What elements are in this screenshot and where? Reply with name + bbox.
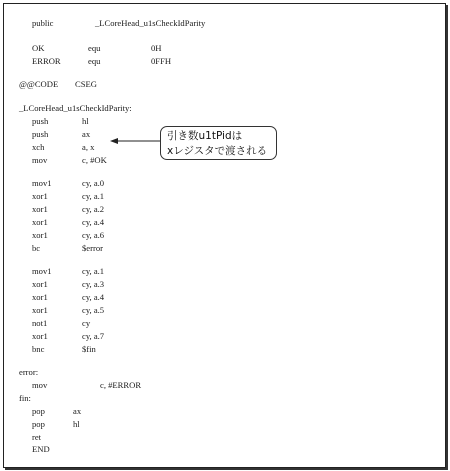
code-line-arg: c, #OK [82,155,107,165]
code-line-arg: cy, a.2 [82,204,105,214]
code-line-op: pop [32,406,45,416]
code-line-label: error: [19,367,39,377]
code-line-arg: a, x [82,142,95,152]
code-line-arg: cy, a.6 [82,230,105,240]
code-line-arg: hl [82,116,89,126]
code-line-op: mov1 [32,266,52,276]
code-line-op: xor1 [32,230,48,240]
code-line-label: OK [32,43,45,53]
code-line-op: xch [32,142,45,152]
code-line-op: pop [32,419,45,429]
code-line-op: xor1 [32,217,48,227]
code-line-op: push [32,116,49,126]
code-line-op: bc [32,243,41,253]
code-line-arg: cy, a.5 [82,305,105,315]
code-line-arg: cy, a.0 [82,178,105,188]
code-listing [4,4,445,467]
code-line-op: xor1 [32,204,48,214]
code-line-arg: ax [73,406,82,416]
code-line-op: mov1 [32,178,52,188]
code-line-directive: equ [88,43,101,53]
code-line-end: END [32,444,50,454]
code-line-op: mov [32,155,48,165]
code-line-op: push [32,129,49,139]
code-line-arg: cy, a.4 [82,217,105,227]
code-line-label: ERROR [32,56,61,66]
code-line-value: 0H [151,43,162,53]
code-line-arg: $error [82,243,103,253]
code-line-op: xor1 [32,191,48,201]
code-line-arg: ax [82,129,91,139]
code-line-op: ret [32,432,42,442]
code-line-label: fin: [19,393,31,403]
callout-note [160,126,277,160]
code-listing-frame [3,3,446,468]
code-line-value: 0FFH [151,56,172,66]
code-line-arg: c, #ERROR [100,380,142,390]
code-line-op: xor1 [32,305,48,315]
code-line-arg: cy, a.7 [82,331,105,341]
code-line-op: xor1 [32,292,48,302]
code-line-segment: @@CODE [19,79,59,89]
code-line-arg: cy, a.4 [82,292,105,302]
code-line-arg: cy [82,318,91,328]
code-line-op: not1 [32,318,48,328]
code-line-directive: equ [88,56,101,66]
callout-line-2: xレジスタで渡される [167,145,268,157]
code-line-arg: cy, a.1 [82,266,105,276]
code-line-function-label: _LCoreHead_u1sCheckIdParity: [19,103,132,113]
code-line-arg: $fin [82,344,96,354]
code-line-symbol: _LCoreHead_u1sCheckIdParity [95,18,206,28]
code-line-arg: hl [73,419,80,429]
callout-line-1: 引き数u1tPidは [167,130,243,142]
code-line-op: bnc [32,344,45,354]
code-line-arg: cy, a.1 [82,191,105,201]
code-line-op: mov [32,380,48,390]
code-line-op: xor1 [32,279,48,289]
code-line-arg: cy, a.3 [82,279,105,289]
code-line-segment-type: CSEG [75,79,97,89]
code-line-op: xor1 [32,331,48,341]
code-line-keyword: public [32,18,54,28]
